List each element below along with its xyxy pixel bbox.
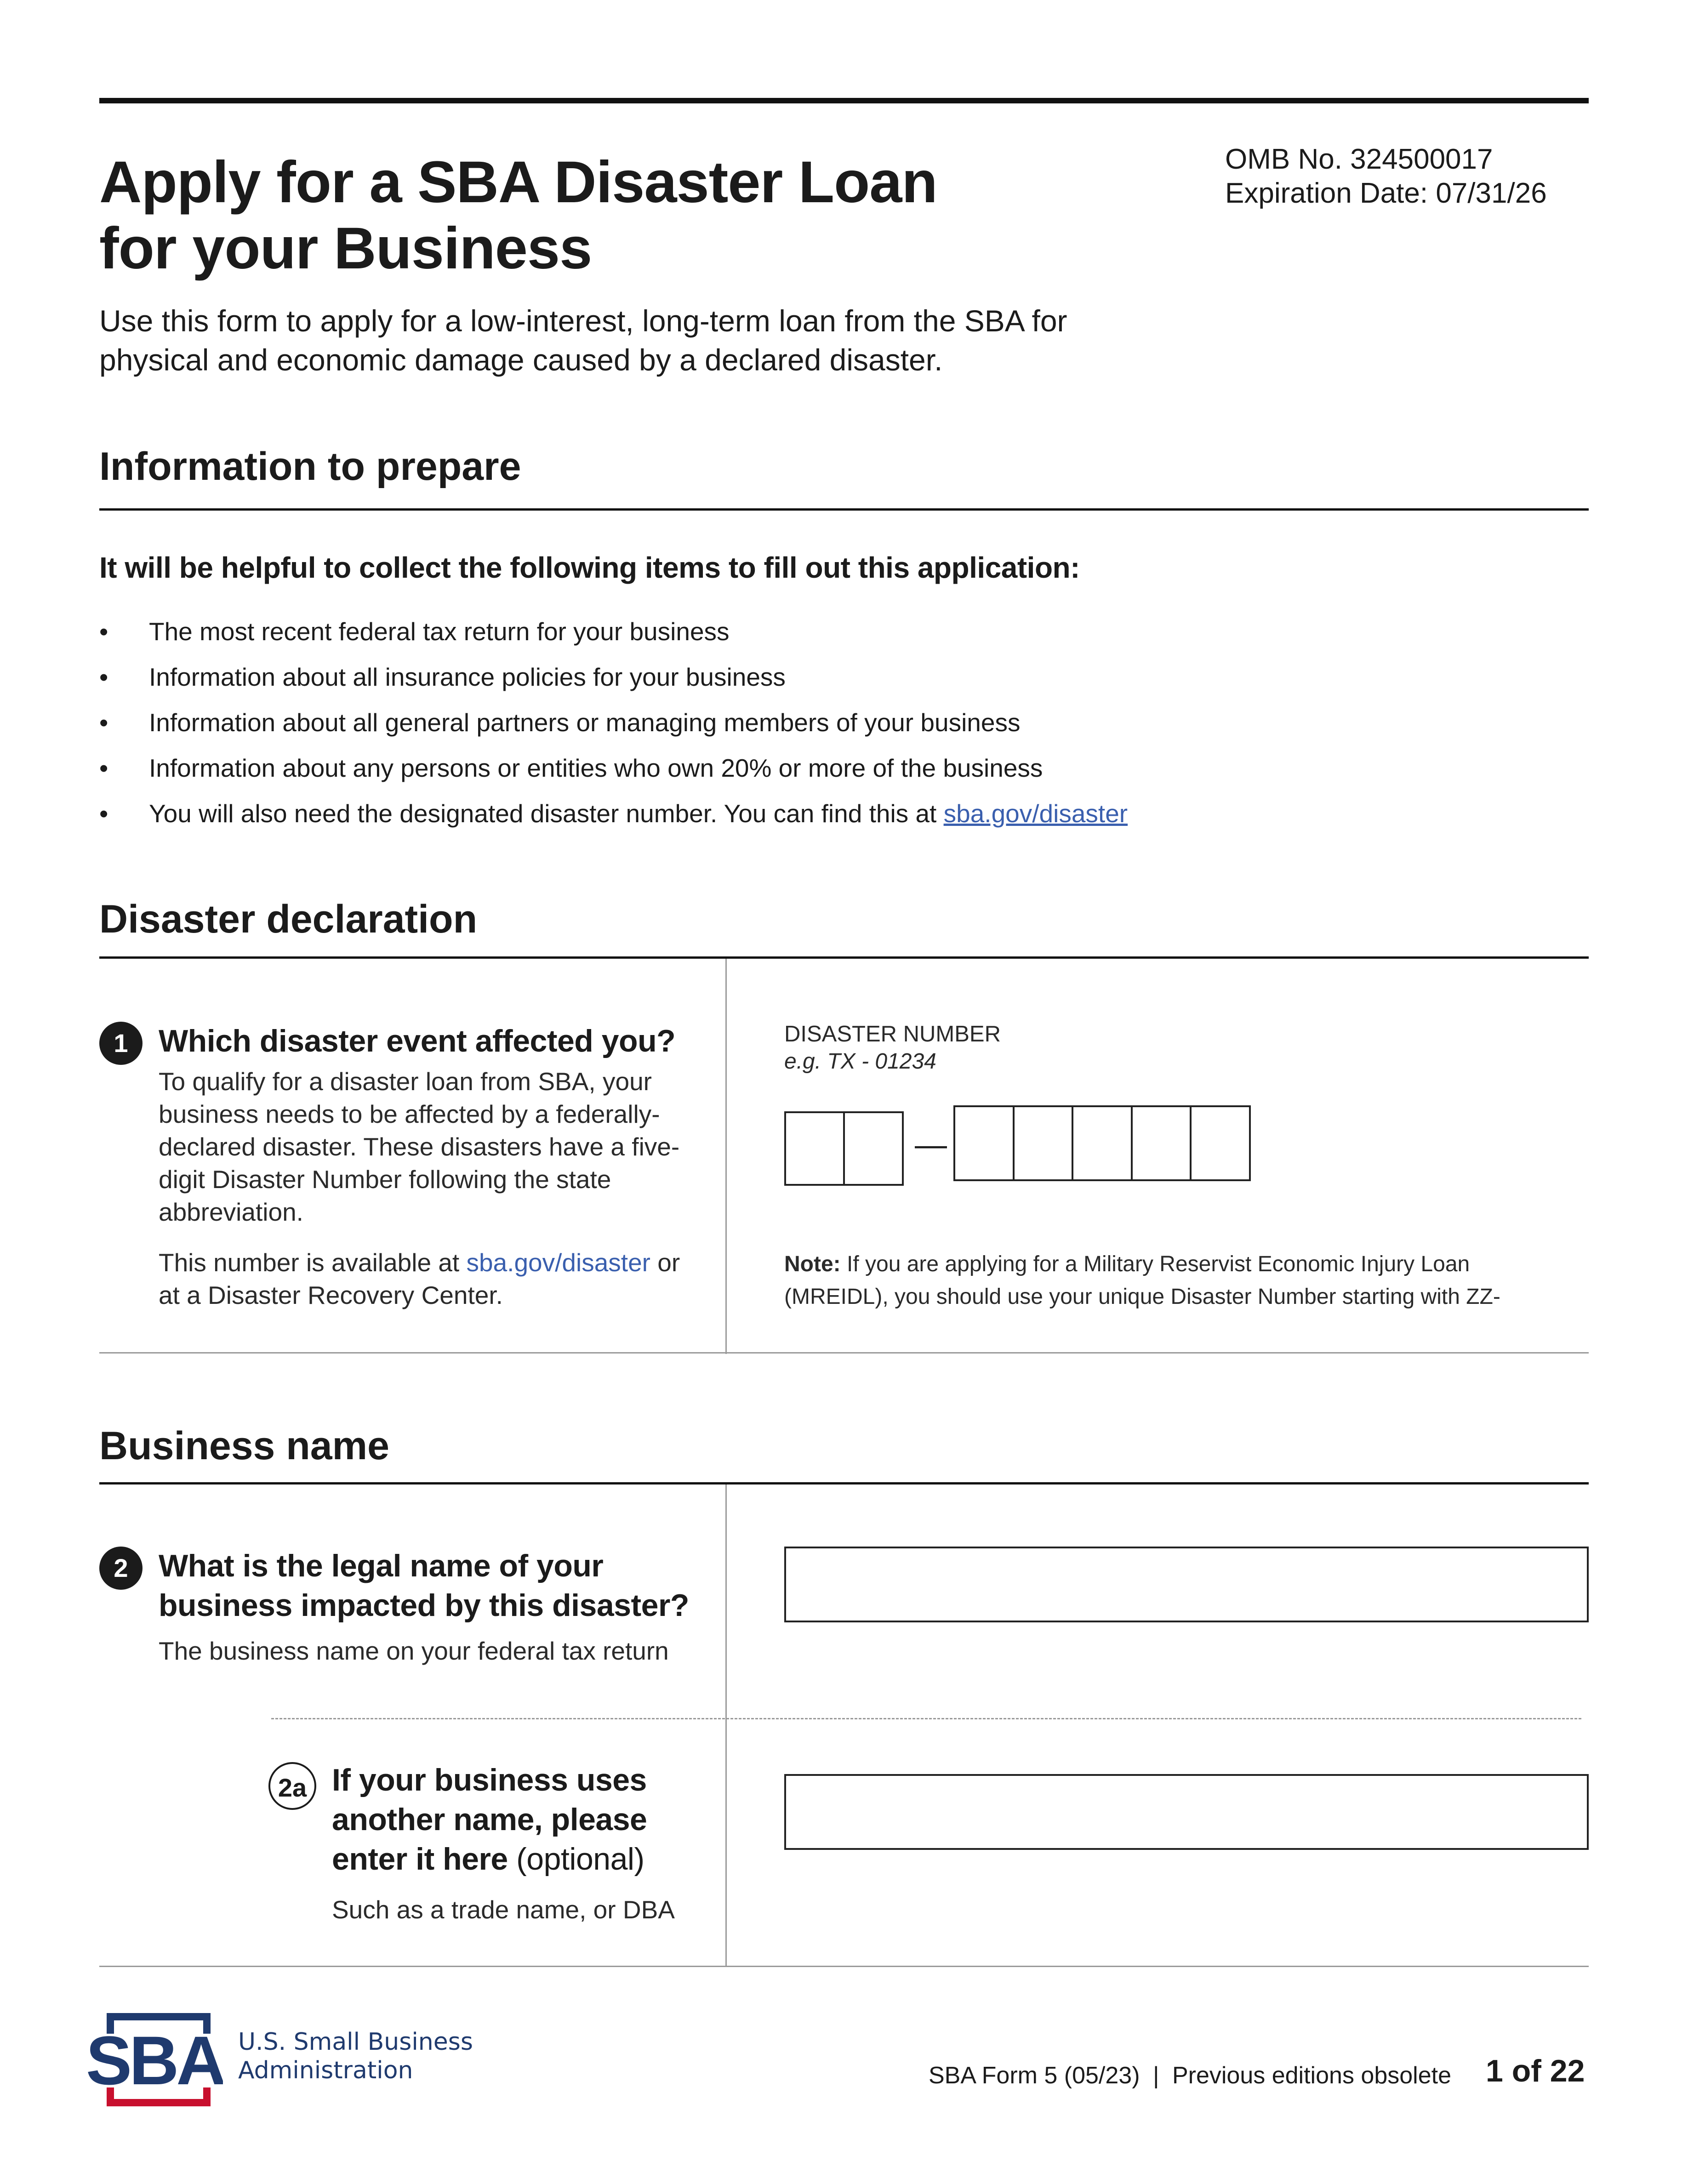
question-1-availability: This number is available at sba.gov/disaster or at a Disaster Recovery Center. bbox=[159, 1248, 680, 1309]
omb-info bbox=[1225, 142, 1593, 210]
form-id: SBA Form 5 (05/23) bbox=[929, 2062, 1140, 2089]
question-2a-description: Such as a trade name, or DBA bbox=[332, 1895, 675, 1924]
svg-text:SBA: SBA bbox=[86, 2022, 223, 2099]
question-number-badge: 2 bbox=[99, 1547, 143, 1590]
disaster-link[interactable]: sba.gov/disaster bbox=[943, 799, 1128, 828]
section-rule bbox=[99, 1482, 1589, 1484]
intro-text: Use this form to apply for a low-interest, long-term loan from the SBA for physical and economic damage caused by a declared disaster. bbox=[99, 304, 1067, 377]
omb-number: OMB No. 324500017 bbox=[1225, 143, 1493, 175]
disaster-number-label: DISASTER NUMBER bbox=[784, 1022, 1001, 1046]
other-business-name-input[interactable] bbox=[784, 1774, 1589, 1850]
question-number-badge: 2a bbox=[268, 1762, 316, 1810]
list-item: • The most recent federal tax return for your business bbox=[99, 617, 730, 646]
page-title: Apply for a SBA Disaster Loan for your Business bbox=[99, 149, 937, 281]
question-2-description: The business name on your federal tax return bbox=[159, 1637, 669, 1665]
org-name: U.S. Small Business Administration bbox=[238, 2028, 473, 2084]
disaster-digit-box[interactable] bbox=[955, 1107, 1015, 1179]
mreidl-note: Note: If you are applying for a Military Reservist Economic Injury Loan (MREIDL), you should use your unique Disaster Number starting with ZZ- bbox=[784, 1252, 1500, 1309]
list-item: • Information about all general partners or managing members of your business bbox=[99, 708, 1021, 737]
prepare-list bbox=[99, 609, 1524, 836]
list-item: • Information about any persons or entities who own 20% or more of the business bbox=[99, 754, 1043, 782]
disaster-digit-box[interactable] bbox=[1192, 1107, 1249, 1179]
page-number: 1 of 22 bbox=[1486, 2053, 1585, 2088]
section-heading-disaster: Disaster declaration bbox=[99, 897, 478, 941]
disaster-state-char-box[interactable] bbox=[786, 1113, 845, 1184]
question-1: Which disaster event affected you? bbox=[159, 1024, 676, 1058]
disaster-state-field[interactable] bbox=[784, 1111, 904, 1186]
disaster-number-example: e.g. TX - 01234 bbox=[784, 1049, 936, 1074]
section-bottom-rule bbox=[99, 1966, 1589, 1967]
section-rule bbox=[99, 956, 1589, 959]
question-2: What is the legal name of your business impacted by this disaster? bbox=[159, 1548, 689, 1623]
column-divider bbox=[725, 1484, 727, 1967]
question-2a: If your business uses another name, please enter it here (optional) bbox=[332, 1763, 647, 1877]
disaster-number-dash: — bbox=[915, 1126, 947, 1162]
list-item: • You will also need the designated disaster number. You can find this at sba.gov/disaster bbox=[99, 799, 1128, 828]
sba-logo bbox=[85, 2008, 223, 2110]
section-heading-prepare: Information to prepare bbox=[99, 444, 521, 489]
section-bottom-rule bbox=[99, 1352, 1589, 1354]
sba-logo-icon bbox=[85, 2008, 223, 2110]
disaster-digits-field[interactable] bbox=[953, 1105, 1251, 1181]
section-heading-business: Business name bbox=[99, 1424, 389, 1468]
question-1-description: To qualify for a disaster loan from SBA, your business needs to be affected by a federally-declared disaster. These disasters have a five-digit Disaster Number following the state abbreviation. bbox=[159, 1067, 680, 1226]
list-item: • Information about all insurance policies for your business bbox=[99, 663, 786, 691]
question-number-badge: 1 bbox=[99, 1022, 143, 1065]
dashed-divider bbox=[271, 1718, 1581, 1719]
section-rule bbox=[99, 508, 1589, 511]
disaster-link[interactable]: sba.gov/disaster bbox=[466, 1248, 650, 1277]
top-rule bbox=[99, 98, 1589, 103]
footer-form-info: SBA Form 5 (05/23) | Previous editions obsolete bbox=[929, 2062, 1451, 2089]
prepare-lead: It will be helpful to collect the following items to fill out this application: bbox=[99, 551, 1080, 584]
disaster-digit-box[interactable] bbox=[1073, 1107, 1133, 1179]
disaster-digit-box[interactable] bbox=[1015, 1107, 1074, 1179]
disaster-state-char-box[interactable] bbox=[845, 1113, 902, 1184]
obsolete-note: Previous editions obsolete bbox=[1172, 2062, 1451, 2089]
expiration-date: Expiration Date: 07/31/26 bbox=[1225, 177, 1547, 209]
column-divider bbox=[725, 959, 727, 1354]
disaster-digit-box[interactable] bbox=[1133, 1107, 1192, 1179]
legal-business-name-input[interactable] bbox=[784, 1547, 1589, 1622]
